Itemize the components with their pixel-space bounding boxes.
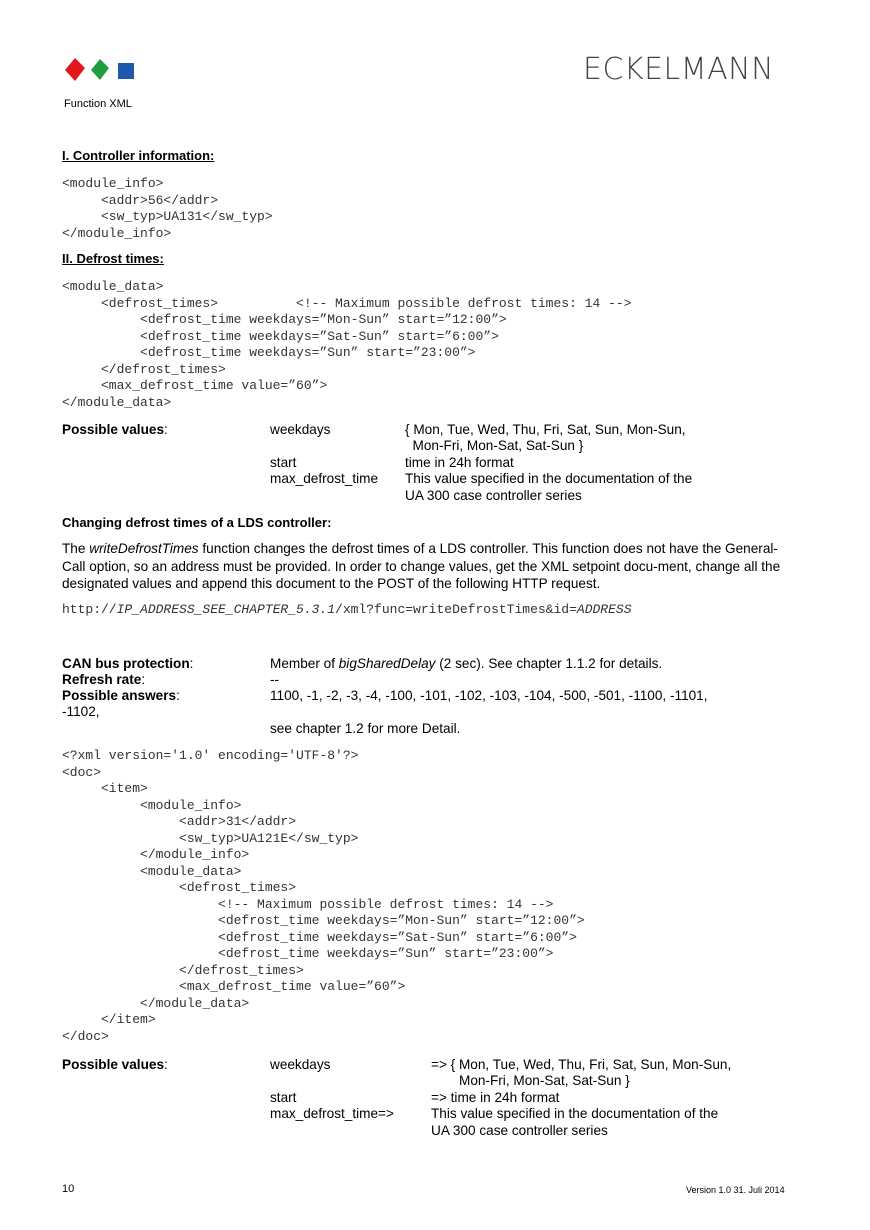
pv1-value-max-defrost-cont: UA 300 case controller series bbox=[405, 488, 582, 503]
pv1-key-max-defrost: max_defrost_time bbox=[270, 471, 379, 486]
running-title: Function XML bbox=[64, 98, 132, 110]
code-response-doc: <?xml version='1.0' encoding='UTF-8'?> <doc> <item> <module_info> <addr>31</addr> <sw_typ>UA121E</sw_typ> </module_info> <module_data> <defrost_times> <!-- Maximum possible defrost times: 14 --> <defrost_time weekdays=”Mon-Sun” start=”12:00”> <defrost_time weekdays=”Sat-Sun” start=”6:00”> <defrost_time weekdays=”Sun” start=”23:00”> </defrost_times> <max_defrost_time value=”60”> </module_data> </item> </doc> bbox=[62, 748, 585, 1044]
changing-paragraph: The writeDefrostTimes function changes the defrost times of a LDS controller. This function does not have the General-Call option, so an address must be provided. In order to change values, get the XML setpoint docu-ment, change all the designated values and append this document to the POST of the following HTTP request. bbox=[62, 541, 781, 591]
brand-name: ECKELMANN bbox=[583, 52, 775, 87]
pv1-value-weekdays-cont: Mon-Fri, Mon-Sat, Sat-Sun } bbox=[405, 438, 584, 453]
pv1-value-max-defrost: This value specified in the documentation of the bbox=[405, 471, 693, 486]
pv1-key-start: start bbox=[270, 455, 297, 470]
page-number: 10 bbox=[62, 1183, 75, 1195]
possible-answers-label: Possible answers: bbox=[62, 688, 180, 703]
can-bus-value: Member of bigSharedDelay (2 sec). See chapter 1.1.2 for details. bbox=[270, 656, 663, 671]
pv2-value-max-defrost-cont: UA 300 case controller series bbox=[431, 1123, 608, 1138]
refresh-rate-value: -- bbox=[270, 672, 280, 687]
section-heading-defrost-times: II. Defrost times: bbox=[62, 251, 164, 266]
version-date: Version 1.0 31. Juli 2014 bbox=[686, 1185, 785, 1195]
refresh-rate-label: Refresh rate: bbox=[62, 672, 146, 687]
logo-red-diamond bbox=[65, 58, 85, 81]
possible-values-label: Possible values: bbox=[62, 422, 168, 437]
pv2-key-weekdays: weekdays bbox=[270, 1057, 331, 1072]
pv1-value-weekdays: { Mon, Tue, Wed, Thu, Fri, Sat, Sun, Mon-Sun, bbox=[405, 422, 686, 437]
logo-blue-square bbox=[118, 63, 134, 79]
possible-answers-value: 1100, -1, -2, -3, -4, -100, -101, -102, -103, -104, -500, -501, -1100, -1101, bbox=[270, 688, 708, 703]
section-heading-controller-info: I. Controller information: bbox=[62, 148, 215, 163]
pv2-value-weekdays-cont: Mon-Fri, Mon-Sat, Sat-Sun } bbox=[459, 1073, 630, 1088]
pv1-key-weekdays: weekdays bbox=[270, 422, 331, 437]
possible-answers-more: see chapter 1.2 for more Detail. bbox=[270, 721, 461, 736]
pv2-value-start: => time in 24h format bbox=[431, 1090, 560, 1105]
possible-answers-wrap: -1102, bbox=[62, 704, 100, 719]
pv2-key-max-defrost: max_defrost_time=> bbox=[270, 1106, 394, 1121]
request-url: http://IP_ADDRESS_SEE_CHAPTER_5.3.1/xml?func=writeDefrostTimes&id=ADDRESS bbox=[62, 602, 632, 617]
can-bus-label: CAN bus protection: bbox=[62, 656, 194, 671]
function-name: writeDefrostTimes bbox=[89, 541, 199, 556]
logo-green-diamond bbox=[91, 59, 109, 80]
pv2-key-start: start bbox=[270, 1090, 297, 1105]
code-module-data: <module_data> <defrost_times> <!-- Maximum possible defrost times: 14 --> <defrost_time weekdays=”Mon-Sun” start=”12:00”> <defrost_time weekdays=”Sat-Sun” start=”6:00”> <defrost_time weekdays=”Sun” start=”23:00”> </defrost_times> <max_defrost_time value=”60”> </module_data> bbox=[62, 279, 632, 410]
changing-heading: Changing defrost times of a LDS controller: bbox=[62, 515, 332, 530]
possible-values-label-2: Possible values: bbox=[62, 1057, 168, 1072]
pv2-value-weekdays: => { Mon, Tue, Wed, Thu, Fri, Sat, Sun, Mon-Sun, bbox=[431, 1057, 732, 1072]
code-module-info: <module_info> <addr>56</addr> <sw_typ>UA131</sw_typ> </module_info> bbox=[62, 176, 273, 241]
pv1-value-start: time in 24h format bbox=[405, 455, 514, 470]
pv2-value-max-defrost: This value specified in the documentation of the bbox=[431, 1106, 719, 1121]
eckelmann-logo bbox=[64, 57, 136, 83]
